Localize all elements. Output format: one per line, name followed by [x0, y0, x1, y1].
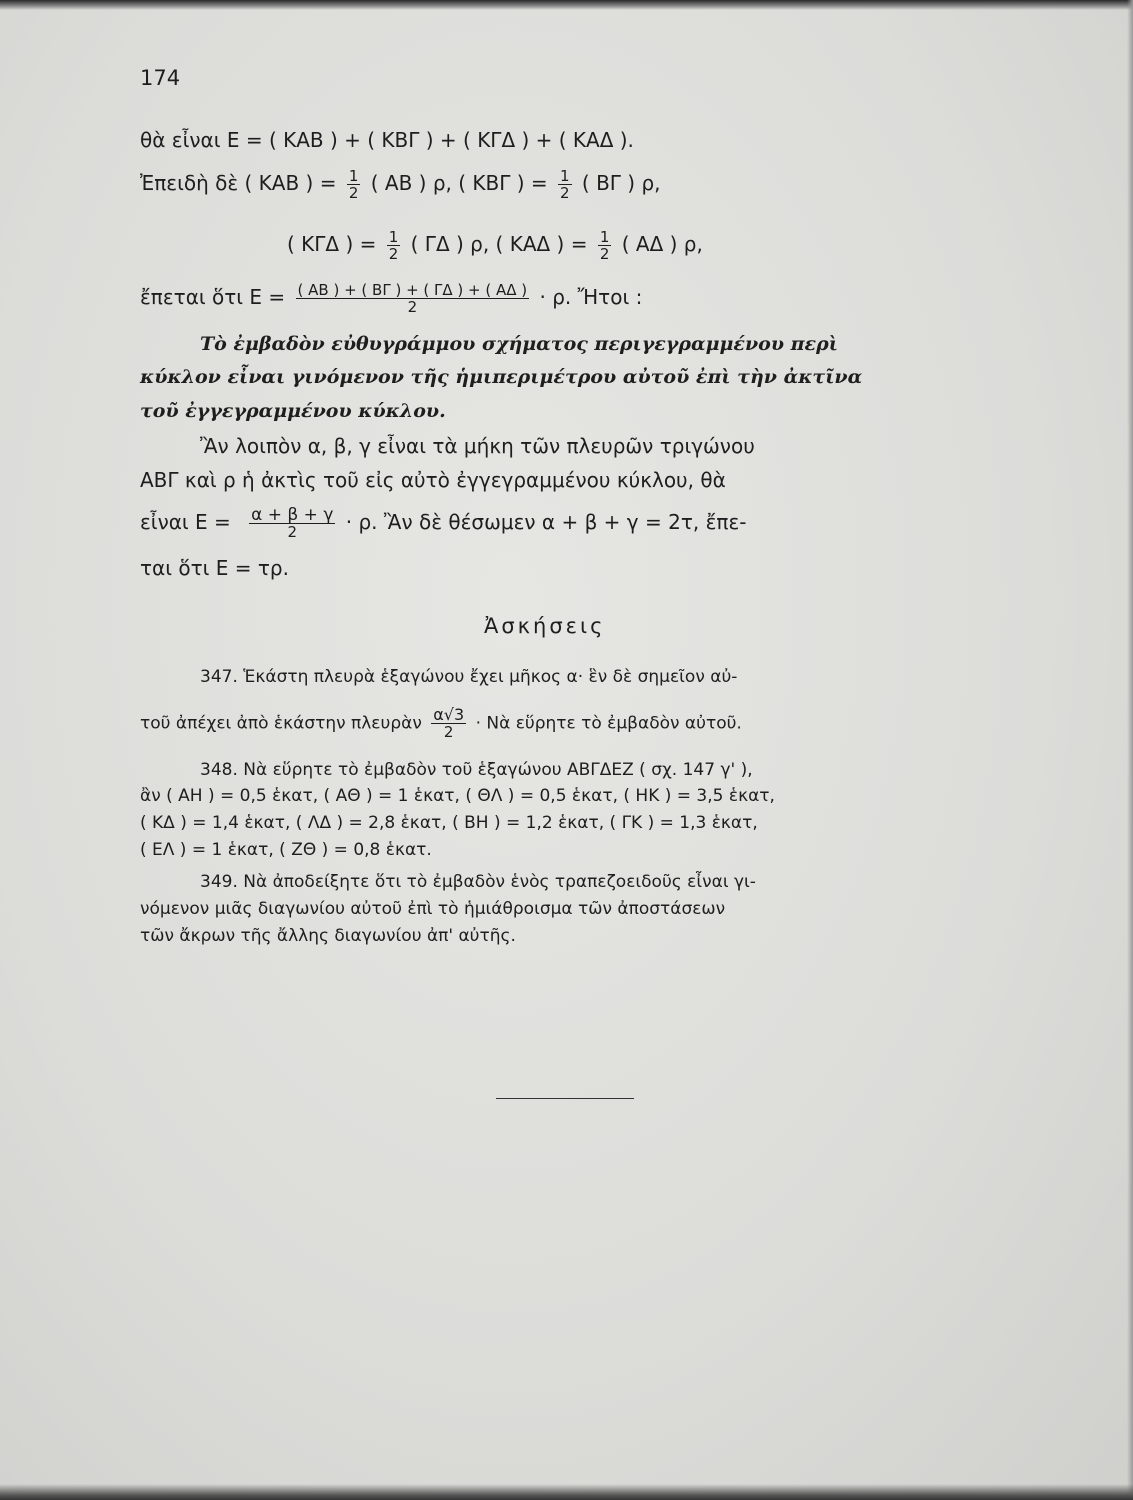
exercise-349-line-1: 349. Νὰ ἀποδείξητε ὅτι τὸ ἐμβαδὸν ἑνὸς τραπεζοειδοῦς εἶναι γι-: [200, 872, 756, 892]
derivation-line-4-b: · ρ. Ἤτοι :: [539, 285, 643, 309]
numerator: α + β + γ: [251, 505, 334, 525]
numerator: 1: [348, 167, 359, 185]
derivation-line-2-c: ( ΒΓ ) ρ,: [581, 171, 661, 195]
numerator: α√3: [433, 705, 465, 724]
fraction-one-half: [558, 168, 572, 201]
derivation-line-3-a: ( ΚΓΔ ) =: [287, 232, 377, 256]
theorem-line-3: τοῦ ἐγγεγραμμένου κύκλου.: [140, 400, 446, 422]
derivation-line-3-b: ( ΓΔ ) ρ, ( ΚΑΔ ) =: [410, 232, 588, 256]
triangle-line-4: ται ὅτι Ε = τρ.: [140, 556, 289, 580]
denominator: 2: [560, 184, 570, 202]
numerator: ( ΑΒ ) + ( ΒΓ ) + ( ΓΔ ) + ( ΑΔ ): [297, 281, 528, 299]
fraction-one-half: [387, 229, 401, 262]
derivation-line-2-a: Ἐπειδὴ δὲ ( ΚΑΒ ) =: [140, 171, 337, 195]
triangle-line-1: Ἂν λοιπὸν α, β, γ εἶναι τὰ μήκη τῶν πλευρῶν τριγώνου: [200, 434, 755, 458]
exercise-348-line-3: ( ΚΔ ) = 1,4 ἑκατ, ( ΛΔ ) = 2,8 ἑκατ, ( ΒΗ ) = 1,2 ἑκατ, ( ΓΚ ) = 1,3 ἑκατ,: [140, 813, 758, 833]
theorem-line-1: Τὸ ἐμβαδὸν εὐθυγράμμου σχήματος περιγεγραμμένου περὶ: [200, 333, 838, 355]
derivation-line-4-a: ἔπεται ὅτι Ε =: [140, 285, 286, 309]
fraction-sum-sides: [296, 282, 530, 315]
triangle-line-3-a: εἶναι Ε =: [140, 510, 231, 534]
denominator: 2: [388, 245, 399, 263]
exercise-349-line-3: τῶν ἄκρων τῆς ἄλλης διαγωνίου ἀπ' αὐτῆς.: [140, 926, 516, 946]
exercises-heading: Ἀσκήσεις: [484, 614, 606, 638]
scan-top-edge: [0, 0, 1133, 10]
derivation-line-4: [140, 282, 642, 315]
derivation-line-3-c: ( ΑΔ ) ρ,: [621, 232, 703, 256]
end-separator-rule: [496, 1098, 634, 1099]
exercise-347-line-2-a: τοῦ ἀπέχει ἀπὸ ἑκάστην πλευρὰν: [140, 713, 422, 734]
numerator: 1: [599, 228, 610, 246]
denominator: 2: [348, 184, 359, 202]
denominator: 2: [287, 523, 298, 541]
numerator: 1: [388, 228, 399, 246]
triangle-line-3: [140, 507, 746, 540]
scan-right-edge: [1127, 0, 1133, 1500]
fraction-semiperimeter: [249, 507, 335, 540]
page-number: 174: [140, 66, 181, 90]
derivation-line-2: [140, 168, 661, 201]
triangle-line-2: ΑΒΓ καὶ ρ ἡ ἀκτὶς τοῦ εἰς αὐτὸ ἐγγεγραμμένου κύκλου, θὰ: [140, 468, 726, 492]
derivation-line-3: [287, 229, 703, 262]
triangle-line-3-b: · ρ. Ἂν δὲ θέσωμεν α + β + γ = 2τ, ἔπε-: [345, 510, 747, 534]
derivation-line-2-b: ( ΑΒ ) ρ, ( ΚΒΓ ) =: [370, 171, 548, 195]
denominator: 2: [599, 245, 610, 263]
fraction-a-root-3-over-2: [431, 707, 466, 740]
denominator: 2: [443, 723, 454, 741]
exercise-347-line-2: [140, 707, 742, 740]
fraction-one-half: [347, 168, 361, 201]
fraction-one-half: [598, 229, 612, 262]
exercise-347-line-2-b: · Νὰ εὕρητε τὸ ἐμβαδὸν αὐτοῦ.: [475, 713, 742, 734]
numerator: 1: [560, 167, 570, 185]
scan-bottom-edge: [0, 1484, 1133, 1500]
exercise-348-line-1: 348. Νὰ εὕρητε τὸ ἐμβαδὸν τοῦ ἑξαγώνου ΑΒΓΔΕΖ ( σχ. 147 γ' ),: [200, 760, 753, 780]
exercise-348-line-4: ( ΕΛ ) = 1 ἑκατ, ( ΖΘ ) = 0,8 ἑκατ.: [140, 840, 432, 860]
theorem-line-2: κύκλον εἶναι γινόμενον τῆς ἡμιπεριμέτρου αὐτοῦ ἐπὶ τὴν ἀκτῖνα: [140, 366, 863, 388]
derivation-line-1: θὰ εἶναι Ε = ( ΚΑΒ ) + ( ΚΒΓ ) + ( ΚΓΔ ) + ( ΚΑΔ ).: [140, 128, 634, 152]
exercise-348-line-2: ἂν ( ΑΗ ) = 0,5 ἑκατ, ( ΑΘ ) = 1 ἑκατ, ( ΘΛ ) = 0,5 ἑκατ, ( ΗΚ ) = 3,5 ἑκατ,: [140, 786, 775, 806]
exercise-347-line-1: 347. Ἑκάστη πλευρὰ ἑξαγώνου ἔχει μῆκος α· ἓν δὲ σημεῖον αὐ-: [200, 667, 738, 687]
exercise-349-line-2: νόμενον μιᾶς διαγωνίου αὐτοῦ ἐπὶ τὸ ἡμιάθροισμα τῶν ἀποστάσεων: [140, 899, 726, 919]
denominator: 2: [407, 298, 418, 316]
